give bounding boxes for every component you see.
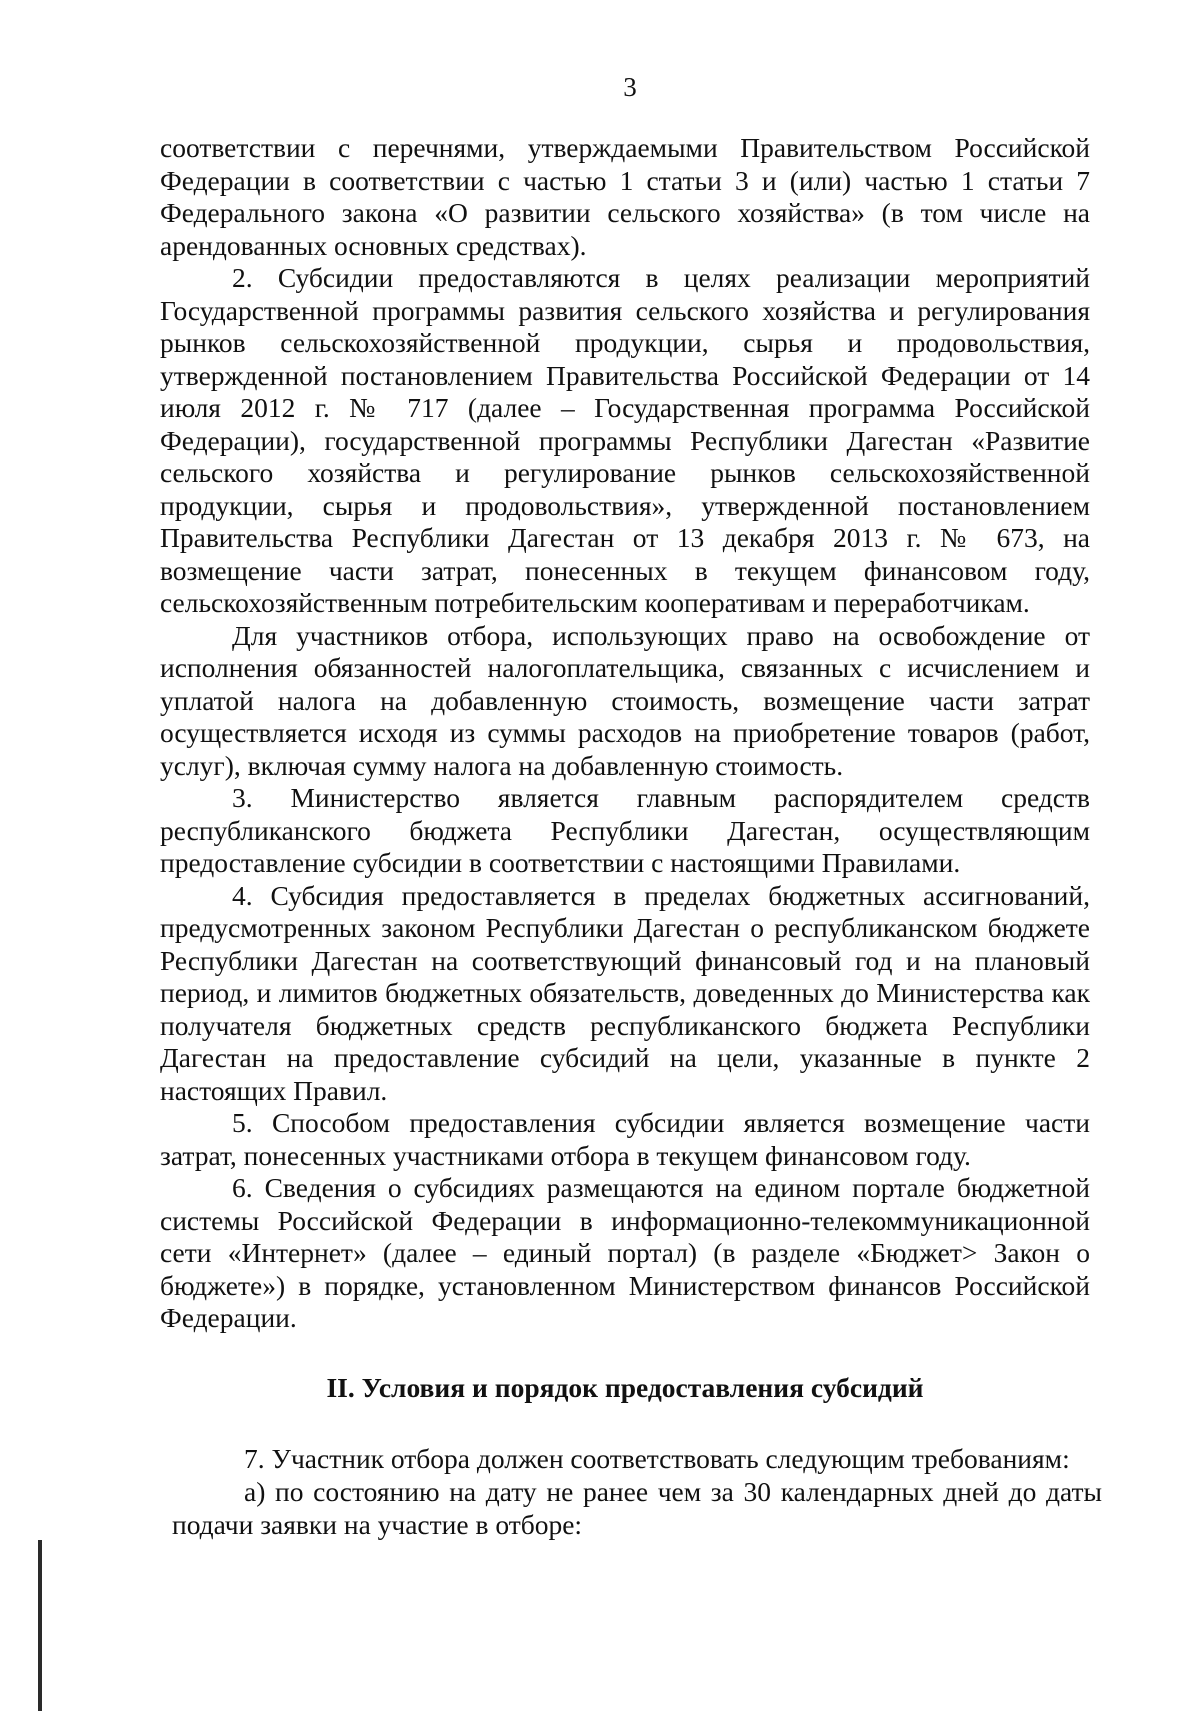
section-heading: II. Условия и порядок предоставления субсидий	[326, 1372, 924, 1403]
paragraph-continuation: соответствии с перечнями, утверждаемыми Правительством Российской Федерации в соответствии с частью 1 статьи 3 и (или) частью 1 статьи 7 Федерального закона «О развитии сельского хозяйства» (в том числе на арендованных основных средствах).	[160, 132, 1090, 261]
paragraph-item-5: 5. Способом предоставления субсидии является возмещение части затрат, понесенных участниками отбора в текущем финансовом году.	[160, 1107, 1090, 1171]
paragraph-item-7: 7. Участник отбора должен соответствовать следующим требованиям:	[244, 1443, 1070, 1474]
document-body	[160, 132, 1090, 1335]
paragraph-item-3: 3. Министерство является главным распорядителем средств республиканского бюджета Республики Дагестан, осуществляющим предоставление субсидии в соответствии с настоящими Правилами.	[160, 782, 1090, 878]
paragraph-item-6: 6. Сведения о субсидиях размещаются на едином портале бюджетной системы Российской Федерации в информационно-телекоммуникационной сети «Интернет» (далее – единый портал) (в разделе «Бюджет> Закон о бюджете») в порядке, установленном Министерством финансов Российской Федерации.	[160, 1172, 1090, 1333]
scan-edge-mark	[38, 1540, 42, 1711]
paragraph-vat-note: Для участников отбора, использующих право на освобождение от исполнения обязанностей налогоплательщика, связанных с исчислением и уплатой налога на добавленную стоимость, возмещение части затрат осуществляется исходя из суммы расходов на приобретение товаров (работ, услуг), включая сумму налога на добавленную стоимость.	[160, 619, 1090, 781]
page-number: 3	[623, 72, 637, 102]
section-body	[172, 1442, 1102, 1541]
paragraph-subitem-a: а) по состоянию на дату не ранее чем за 30 календарных дней до даты подачи заявки на участие в отборе:	[172, 1476, 1102, 1540]
paragraph-item-4: 4. Субсидия предоставляется в пределах бюджетных ассигнований, предусмотренных законом Республики Дагестан о республиканском бюджете Республики Дагестан на соответствующий финансовый год и на плановый период, и лимитов бюджетных обязательств, доведенных до Министерства как получателя бюджетных средств республиканского бюджета Республики Дагестан на предоставление субсидий на цели, указанные в пункте 2 настоящих Правил.	[160, 879, 1090, 1106]
paragraph-item-2: 2. Субсидии предоставляются в целях реализации мероприятий Государственной программы развития сельского хозяйства и регулирования рынков сельскохозяйственной продукции, сырья и продовольствия, утвержденной постановлением Правительства Российской Федерации от 14 июля 2012 г. № 717 (далее – Государственная программа Российской Федерации), государственной программы Республики Дагестан «Развитие сельского хозяйства и регулирование рынков сельскохозяйственной продукции, сырья и продовольствия», утвержденной постановлением Правительства Республики Дагестан от 13 декабря 2013 г. № 673, на возмещение части затрат, понесенных в текущем финансовом году, сельскохозяйственным потребительским кооперативам и переработчикам.	[160, 262, 1090, 618]
